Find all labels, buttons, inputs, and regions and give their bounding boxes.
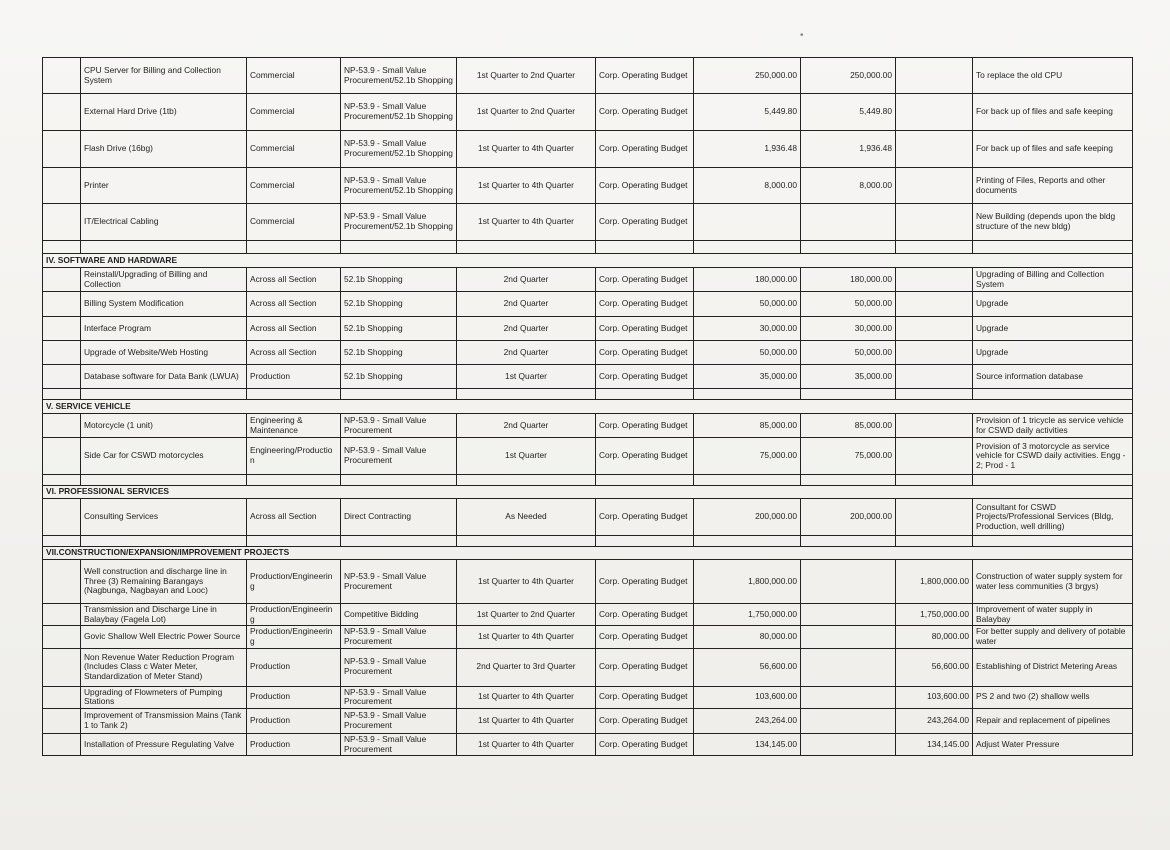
- budget-cell: 8,000.00: [694, 168, 801, 204]
- col-b-cell: [896, 131, 973, 168]
- source-cell: Corp. Operating Budget: [596, 560, 694, 604]
- item-cell: Installation of Pressure Regulating Valve: [81, 733, 247, 755]
- table-row: [43, 131, 1133, 168]
- end-user-cell: Commercial: [247, 204, 341, 241]
- row-number-cell: [43, 414, 81, 438]
- col-a-cell: [801, 560, 896, 604]
- col-a-cell: [801, 626, 896, 648]
- row-number-cell: [43, 626, 81, 648]
- row-number-cell: [43, 168, 81, 204]
- section-header-row: [43, 254, 1133, 268]
- col-b-cell: [896, 58, 973, 94]
- schedule-cell: 2nd Quarter: [457, 317, 596, 341]
- row-number-cell: [43, 648, 81, 686]
- empty-cell: [457, 389, 596, 400]
- remarks-cell: Adjust Water Pressure: [973, 733, 1133, 755]
- remarks-cell: For back up of files and safe keeping: [973, 131, 1133, 168]
- col-a-cell: [801, 733, 896, 755]
- empty-cell: [341, 241, 457, 254]
- col-b-cell: [896, 438, 973, 475]
- spacer-row: [43, 389, 1133, 400]
- budget-cell: [694, 204, 801, 241]
- table-row: [43, 560, 1133, 604]
- schedule-cell: 1st Quarter to 4th Quarter: [457, 168, 596, 204]
- schedule-cell: 1st Quarter: [457, 365, 596, 389]
- end-user-cell: Production/Engineering: [247, 626, 341, 648]
- remarks-cell: Printing of Files, Reports and other documents: [973, 168, 1133, 204]
- empty-cell: [43, 389, 81, 400]
- section-title: VI. PROFESSIONAL SERVICES: [43, 486, 1133, 499]
- end-user-cell: Across all Section: [247, 292, 341, 317]
- col-b-cell: [896, 499, 973, 536]
- mode-cell: NP-53.9 - Small Value Procurement/52.1b Shopping: [341, 94, 457, 131]
- col-b-cell: 56,600.00: [896, 648, 973, 686]
- col-a-cell: 180,000.00: [801, 268, 896, 292]
- schedule-cell: 1st Quarter to 4th Quarter: [457, 686, 596, 708]
- remarks-cell: To replace the old CPU: [973, 58, 1133, 94]
- section-header-row: [43, 400, 1133, 414]
- row-number-cell: [43, 733, 81, 755]
- empty-cell: [973, 475, 1133, 486]
- remarks-cell: Provision of 3 motorcycle as service vehicle for CSWD daily activities. Engg - 2; Prod - 1: [973, 438, 1133, 475]
- remarks-cell: New Building (depends upon the bldg structure of the new bldg): [973, 204, 1133, 241]
- table-row: [43, 499, 1133, 536]
- empty-cell: [896, 536, 973, 547]
- col-a-cell: 1,936.48: [801, 131, 896, 168]
- empty-cell: [694, 241, 801, 254]
- source-cell: Corp. Operating Budget: [596, 168, 694, 204]
- empty-cell: [457, 475, 596, 486]
- item-cell: IT/Electrical Cabling: [81, 204, 247, 241]
- section-title: VII.CONSTRUCTION/EXPANSION/IMPROVEMENT PROJECTS: [43, 547, 1133, 560]
- col-a-cell: 5,449.80: [801, 94, 896, 131]
- item-cell: Upgrade of Website/Web Hosting: [81, 341, 247, 365]
- empty-cell: [801, 389, 896, 400]
- remarks-cell: PS 2 and two (2) shallow wells: [973, 686, 1133, 708]
- end-user-cell: Commercial: [247, 168, 341, 204]
- row-number-cell: [43, 438, 81, 475]
- col-b-cell: 103,600.00: [896, 686, 973, 708]
- source-cell: Corp. Operating Budget: [596, 131, 694, 168]
- schedule-cell: 1st Quarter to 4th Quarter: [457, 131, 596, 168]
- empty-cell: [247, 475, 341, 486]
- empty-cell: [457, 536, 596, 547]
- end-user-cell: Commercial: [247, 94, 341, 131]
- row-number-cell: [43, 58, 81, 94]
- empty-cell: [896, 475, 973, 486]
- end-user-cell: Across all Section: [247, 499, 341, 536]
- schedule-cell: 1st Quarter to 2nd Quarter: [457, 94, 596, 131]
- mode-cell: 52.1b Shopping: [341, 341, 457, 365]
- source-cell: Corp. Operating Budget: [596, 268, 694, 292]
- col-b-cell: [896, 414, 973, 438]
- empty-cell: [801, 241, 896, 254]
- empty-cell: [43, 475, 81, 486]
- col-b-cell: [896, 268, 973, 292]
- mode-cell: NP-53.9 - Small Value Procurement/52.1b Shopping: [341, 58, 457, 94]
- end-user-cell: Production: [247, 365, 341, 389]
- spacer-row: [43, 536, 1133, 547]
- budget-cell: 56,600.00: [694, 648, 801, 686]
- remarks-cell: Source information database: [973, 365, 1133, 389]
- budget-cell: 35,000.00: [694, 365, 801, 389]
- source-cell: Corp. Operating Budget: [596, 341, 694, 365]
- empty-cell: [896, 241, 973, 254]
- col-b-cell: [896, 365, 973, 389]
- scan-speck: •: [800, 30, 804, 41]
- row-number-cell: [43, 341, 81, 365]
- table-row: [43, 626, 1133, 648]
- section-title: V. SERVICE VEHICLE: [43, 400, 1133, 414]
- budget-cell: 200,000.00: [694, 499, 801, 536]
- section-header-row: [43, 486, 1133, 499]
- col-a-cell: 85,000.00: [801, 414, 896, 438]
- spacer-row: [43, 241, 1133, 254]
- remarks-cell: Upgrading of Billing and Collection System: [973, 268, 1133, 292]
- remarks-cell: Upgrade: [973, 341, 1133, 365]
- table-row: [43, 341, 1133, 365]
- item-cell: Billing System Modification: [81, 292, 247, 317]
- remarks-cell: Provision of 1 tricycle as service vehicle for CSWD daily activities: [973, 414, 1133, 438]
- source-cell: Corp. Operating Budget: [596, 365, 694, 389]
- empty-cell: [596, 241, 694, 254]
- source-cell: Corp. Operating Budget: [596, 414, 694, 438]
- budget-cell: 243,264.00: [694, 708, 801, 733]
- budget-cell: 1,750,000.00: [694, 604, 801, 626]
- col-b-cell: [896, 94, 973, 131]
- mode-cell: NP-53.9 - Small Value Procurement: [341, 733, 457, 755]
- mode-cell: 52.1b Shopping: [341, 365, 457, 389]
- mode-cell: NP-53.9 - Small Value Procurement: [341, 560, 457, 604]
- empty-cell: [247, 536, 341, 547]
- mode-cell: 52.1b Shopping: [341, 317, 457, 341]
- end-user-cell: Production: [247, 708, 341, 733]
- item-cell: Non Revenue Water Reduction Program (Includes Class c Water Meter, Standardization of Meter Stand): [81, 648, 247, 686]
- col-a-cell: 30,000.00: [801, 317, 896, 341]
- col-b-cell: 134,145.00: [896, 733, 973, 755]
- schedule-cell: 2nd Quarter: [457, 341, 596, 365]
- source-cell: Corp. Operating Budget: [596, 604, 694, 626]
- col-a-cell: [801, 648, 896, 686]
- source-cell: Corp. Operating Budget: [596, 58, 694, 94]
- empty-cell: [247, 241, 341, 254]
- empty-cell: [694, 536, 801, 547]
- empty-cell: [973, 536, 1133, 547]
- item-cell: Consulting Services: [81, 499, 247, 536]
- empty-cell: [43, 241, 81, 254]
- item-cell: Govic Shallow Well Electric Power Source: [81, 626, 247, 648]
- source-cell: Corp. Operating Budget: [596, 292, 694, 317]
- item-cell: Motorcycle (1 unit): [81, 414, 247, 438]
- schedule-cell: 1st Quarter to 2nd Quarter: [457, 58, 596, 94]
- mode-cell: NP-53.9 - Small Value Procurement: [341, 438, 457, 475]
- empty-cell: [596, 389, 694, 400]
- mode-cell: Competitive Bidding: [341, 604, 457, 626]
- schedule-cell: 1st Quarter to 4th Quarter: [457, 204, 596, 241]
- schedule-cell: 1st Quarter to 2nd Quarter: [457, 604, 596, 626]
- table-body: [43, 58, 1133, 756]
- row-number-cell: [43, 317, 81, 341]
- end-user-cell: Production: [247, 733, 341, 755]
- col-b-cell: [896, 204, 973, 241]
- mode-cell: NP-53.9 - Small Value Procurement: [341, 414, 457, 438]
- empty-cell: [973, 241, 1133, 254]
- empty-cell: [81, 475, 247, 486]
- end-user-cell: Production: [247, 648, 341, 686]
- col-b-cell: 80,000.00: [896, 626, 973, 648]
- row-number-cell: [43, 204, 81, 241]
- table-row: [43, 204, 1133, 241]
- source-cell: Corp. Operating Budget: [596, 317, 694, 341]
- col-a-cell: 35,000.00: [801, 365, 896, 389]
- end-user-cell: Commercial: [247, 58, 341, 94]
- empty-cell: [341, 389, 457, 400]
- budget-cell: 1,936.48: [694, 131, 801, 168]
- end-user-cell: Production: [247, 686, 341, 708]
- section-title: IV. SOFTWARE AND HARDWARE: [43, 254, 1133, 268]
- remarks-cell: Repair and replacement of pipelines: [973, 708, 1133, 733]
- empty-cell: [694, 389, 801, 400]
- table-row: [43, 648, 1133, 686]
- schedule-cell: 1st Quarter to 4th Quarter: [457, 708, 596, 733]
- empty-cell: [896, 389, 973, 400]
- col-b-cell: [896, 317, 973, 341]
- source-cell: Corp. Operating Budget: [596, 733, 694, 755]
- table-row: [43, 292, 1133, 317]
- col-a-cell: 50,000.00: [801, 292, 896, 317]
- item-cell: Side Car for CSWD motorcycles: [81, 438, 247, 475]
- mode-cell: NP-53.9 - Small Value Procurement/52.1b Shopping: [341, 131, 457, 168]
- budget-cell: 250,000.00: [694, 58, 801, 94]
- item-cell: Improvement of Transmission Mains (Tank 1 to Tank 2): [81, 708, 247, 733]
- col-b-cell: [896, 292, 973, 317]
- section-header-row: [43, 547, 1133, 560]
- mode-cell: Direct Contracting: [341, 499, 457, 536]
- row-number-cell: [43, 292, 81, 317]
- table-row: [43, 268, 1133, 292]
- row-number-cell: [43, 604, 81, 626]
- item-cell: Well construction and discharge line in Three (3) Remaining Barangays (Nagbunga, Nagbayan and Looc): [81, 560, 247, 604]
- empty-cell: [341, 475, 457, 486]
- schedule-cell: As Needed: [457, 499, 596, 536]
- empty-cell: [341, 536, 457, 547]
- source-cell: Corp. Operating Budget: [596, 648, 694, 686]
- mode-cell: 52.1b Shopping: [341, 292, 457, 317]
- table-row: [43, 414, 1133, 438]
- col-a-cell: [801, 604, 896, 626]
- col-a-cell: [801, 708, 896, 733]
- budget-cell: 85,000.00: [694, 414, 801, 438]
- row-number-cell: [43, 268, 81, 292]
- remarks-cell: Upgrade: [973, 292, 1133, 317]
- budget-cell: 5,449.80: [694, 94, 801, 131]
- mode-cell: NP-53.9 - Small Value Procurement: [341, 648, 457, 686]
- empty-cell: [457, 241, 596, 254]
- col-b-cell: [896, 168, 973, 204]
- empty-cell: [247, 389, 341, 400]
- item-cell: Printer: [81, 168, 247, 204]
- col-a-cell: 75,000.00: [801, 438, 896, 475]
- mode-cell: NP-53.9 - Small Value Procurement: [341, 626, 457, 648]
- col-a-cell: [801, 204, 896, 241]
- schedule-cell: 1st Quarter to 4th Quarter: [457, 560, 596, 604]
- spacer-row: [43, 475, 1133, 486]
- budget-cell: 50,000.00: [694, 292, 801, 317]
- budget-cell: 75,000.00: [694, 438, 801, 475]
- empty-cell: [81, 536, 247, 547]
- schedule-cell: 1st Quarter to 4th Quarter: [457, 626, 596, 648]
- end-user-cell: Engineering/Production: [247, 438, 341, 475]
- empty-cell: [596, 536, 694, 547]
- empty-cell: [81, 241, 247, 254]
- item-cell: Interface Program: [81, 317, 247, 341]
- row-number-cell: [43, 686, 81, 708]
- item-cell: Transmission and Discharge Line in Balaybay (Fagela Lot): [81, 604, 247, 626]
- col-b-cell: 1,800,000.00: [896, 560, 973, 604]
- empty-cell: [694, 475, 801, 486]
- row-number-cell: [43, 94, 81, 131]
- table-row: [43, 733, 1133, 755]
- end-user-cell: Across all Section: [247, 317, 341, 341]
- remarks-cell: Construction of water supply system for water less communities (3 brgys): [973, 560, 1133, 604]
- remarks-cell: Establishing of District Metering Areas: [973, 648, 1133, 686]
- remarks-cell: For better supply and delivery of potable water: [973, 626, 1133, 648]
- budget-cell: 50,000.00: [694, 341, 801, 365]
- end-user-cell: Across all Section: [247, 341, 341, 365]
- row-number-cell: [43, 365, 81, 389]
- empty-cell: [43, 536, 81, 547]
- table-row: [43, 94, 1133, 131]
- col-a-cell: 8,000.00: [801, 168, 896, 204]
- item-cell: Reinstall/Upgrading of Billing and Collection: [81, 268, 247, 292]
- table-row: [43, 365, 1133, 389]
- source-cell: Corp. Operating Budget: [596, 94, 694, 131]
- col-b-cell: 243,264.00: [896, 708, 973, 733]
- source-cell: Corp. Operating Budget: [596, 626, 694, 648]
- budget-cell: 180,000.00: [694, 268, 801, 292]
- col-b-cell: [896, 341, 973, 365]
- table-row: [43, 604, 1133, 626]
- remarks-cell: Upgrade: [973, 317, 1133, 341]
- schedule-cell: 2nd Quarter to 3rd Quarter: [457, 648, 596, 686]
- item-cell: External Hard Drive (1tb): [81, 94, 247, 131]
- empty-cell: [973, 389, 1133, 400]
- mode-cell: NP-53.9 - Small Value Procurement: [341, 708, 457, 733]
- remarks-cell: Improvement of water supply in Balaybay: [973, 604, 1133, 626]
- schedule-cell: 2nd Quarter: [457, 414, 596, 438]
- item-cell: Upgrading of Flowmeters of Pumping Stations: [81, 686, 247, 708]
- col-a-cell: [801, 686, 896, 708]
- empty-cell: [801, 536, 896, 547]
- table-row: [43, 58, 1133, 94]
- item-cell: Flash Drive (16bg): [81, 131, 247, 168]
- empty-cell: [596, 475, 694, 486]
- row-number-cell: [43, 131, 81, 168]
- schedule-cell: 1st Quarter: [457, 438, 596, 475]
- empty-cell: [81, 389, 247, 400]
- mode-cell: NP-53.9 - Small Value Procurement/52.1b Shopping: [341, 204, 457, 241]
- source-cell: Corp. Operating Budget: [596, 686, 694, 708]
- table-row: [43, 708, 1133, 733]
- col-b-cell: 1,750,000.00: [896, 604, 973, 626]
- row-number-cell: [43, 560, 81, 604]
- col-a-cell: 50,000.00: [801, 341, 896, 365]
- row-number-cell: [43, 708, 81, 733]
- item-cell: CPU Server for Billing and Collection System: [81, 58, 247, 94]
- budget-cell: 30,000.00: [694, 317, 801, 341]
- remarks-cell: For back up of files and safe keeping: [973, 94, 1133, 131]
- budget-cell: 80,000.00: [694, 626, 801, 648]
- procurement-plan-table: [42, 57, 1133, 756]
- row-number-cell: [43, 499, 81, 536]
- source-cell: Corp. Operating Budget: [596, 204, 694, 241]
- empty-cell: [801, 475, 896, 486]
- budget-cell: 103,600.00: [694, 686, 801, 708]
- col-a-cell: 250,000.00: [801, 58, 896, 94]
- schedule-cell: 1st Quarter to 4th Quarter: [457, 733, 596, 755]
- table-row: [43, 686, 1133, 708]
- remarks-cell: Consultant for CSWD Projects/Professional Services (Bldg, Production, well drilling): [973, 499, 1133, 536]
- budget-cell: 1,800,000.00: [694, 560, 801, 604]
- schedule-cell: 2nd Quarter: [457, 292, 596, 317]
- source-cell: Corp. Operating Budget: [596, 499, 694, 536]
- end-user-cell: Commercial: [247, 131, 341, 168]
- table-row: [43, 168, 1133, 204]
- end-user-cell: Production/Engineering: [247, 604, 341, 626]
- mode-cell: NP-53.9 - Small Value Procurement/52.1b Shopping: [341, 168, 457, 204]
- table-row: [43, 438, 1133, 475]
- col-a-cell: 200,000.00: [801, 499, 896, 536]
- mode-cell: NP-53.9 - Small Value Procurement: [341, 686, 457, 708]
- mode-cell: 52.1b Shopping: [341, 268, 457, 292]
- source-cell: Corp. Operating Budget: [596, 438, 694, 475]
- end-user-cell: Across all Section: [247, 268, 341, 292]
- end-user-cell: Production/Engineering: [247, 560, 341, 604]
- source-cell: Corp. Operating Budget: [596, 708, 694, 733]
- schedule-cell: 2nd Quarter: [457, 268, 596, 292]
- end-user-cell: Engineering & Maintenance: [247, 414, 341, 438]
- table-row: [43, 317, 1133, 341]
- item-cell: Database software for Data Bank (LWUA): [81, 365, 247, 389]
- budget-cell: 134,145.00: [694, 733, 801, 755]
